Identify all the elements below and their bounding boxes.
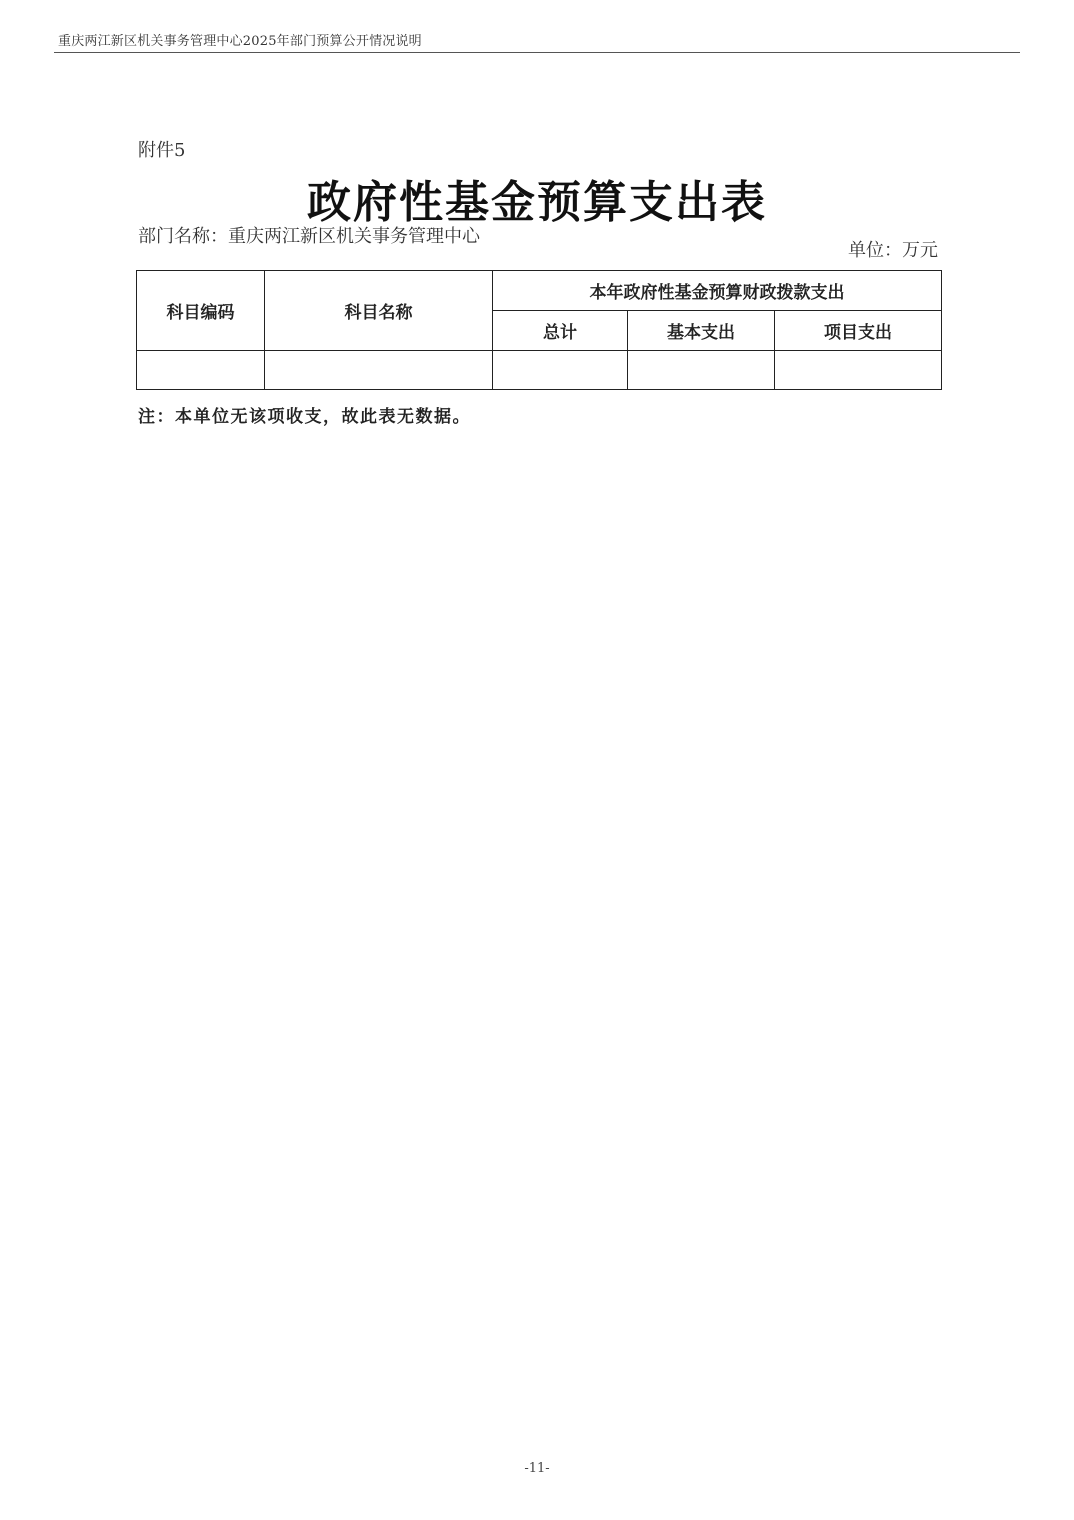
column-header-basic: 基本支出 [628,311,775,351]
attachment-label: 附件5 [138,140,186,161]
column-group-header: 本年政府性基金预算财政拨款支出 [493,271,942,311]
table-row [137,351,942,390]
department-label: 部门名称：重庆两江新区机关事务管理中心 [138,226,480,247]
table-note: 注：本单位无该项收支，故此表无数据。 [138,407,471,427]
column-header-code: 科目编码 [137,271,265,351]
running-header-title: 重庆两江新区机关事务管理中心2025年部门预算公开情况说明 [58,34,422,49]
column-header-name: 科目名称 [265,271,493,351]
cell-total [493,351,628,390]
budget-table [136,270,942,390]
column-header-total: 总计 [493,311,628,351]
unit-label: 单位：万元 [848,240,938,261]
cell-code [137,351,265,390]
cell-basic [628,351,775,390]
cell-project [775,351,942,390]
header-divider [54,52,1020,53]
page-number: -11- [524,1461,550,1476]
table-header-row [137,271,942,311]
column-header-project: 项目支出 [775,311,942,351]
page-title: 政府性基金预算支出表 [307,177,767,228]
cell-name [265,351,493,390]
